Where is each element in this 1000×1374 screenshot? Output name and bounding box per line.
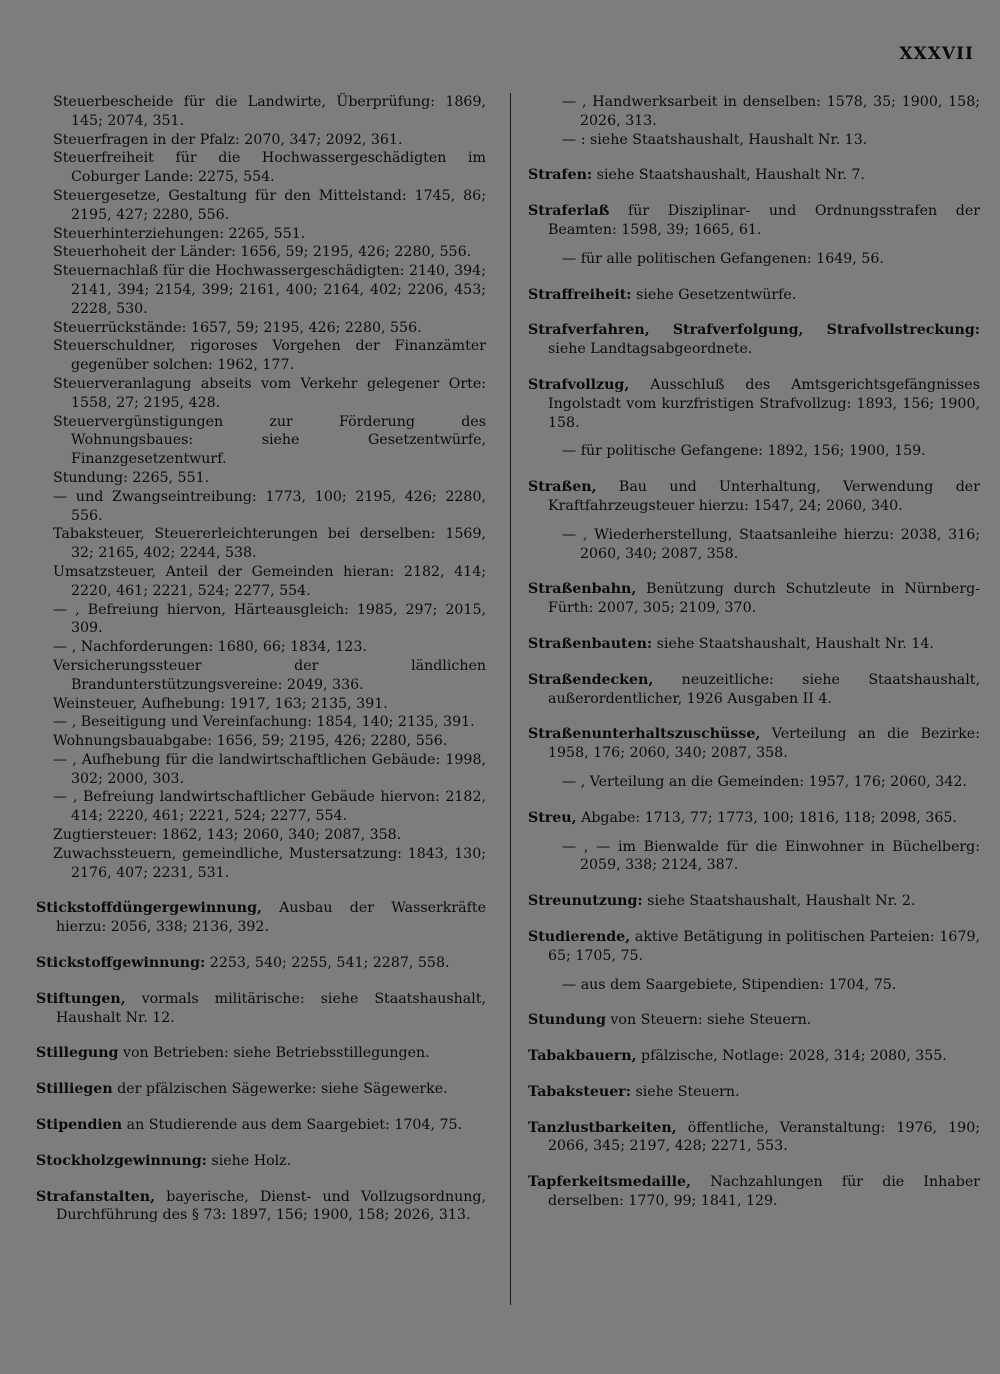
- entry-text: Ausbau der Wasserkräfte hierzu: 2056, 338; 2136, 392.: [56, 900, 486, 936]
- entry-text: siehe Staatshaushalt, Haushalt Nr. 14.: [652, 635, 934, 652]
- entry-text: von Steuern: siehe Steuern.: [605, 1012, 812, 1029]
- index-entry: [36, 375, 486, 413]
- index-entry: [528, 93, 980, 131]
- entry-text: — , Wiederherstellung, Staatsanleihe hierzu: 2038, 316; 2060, 340; 2087, 358.: [562, 526, 980, 562]
- entry-text: pfälzische, Notlage: 2028, 314; 2080, 355.: [636, 1048, 947, 1065]
- entry-text: Steuerschuldner, rigoroses Vorgehen der Finanzämter gegenüber solchen: 1962, 177.: [53, 338, 486, 374]
- entry-text: — , Befreiung landwirtschaftlicher Gebäude hiervon: 2182, 414; 2220, 461; 2221, 524; 2277, 554.: [53, 789, 486, 825]
- index-entry: [36, 93, 486, 131]
- entry-keyword: Tapferkeitsmedaille,: [528, 1174, 691, 1191]
- entry-text: — : siehe Staatshaushalt, Haushalt Nr. 13.: [562, 131, 868, 148]
- entry-text: Abgabe: 1713, 77; 1773, 100; 1816, 118; 2098, 365.: [576, 809, 957, 826]
- entry-keyword: Straßen,: [528, 479, 597, 496]
- entry-text: — , Aufhebung für die landwirtschaftlichen Gebäude: 1998, 302; 2000, 303.: [53, 751, 486, 787]
- index-entry: [36, 954, 486, 973]
- entry-text: Steuerbescheide für die Landwirte, Überprüfung: 1869, 145; 2074, 351.: [53, 94, 486, 129]
- entry-keyword: Streunutzung:: [528, 893, 643, 910]
- entry-keyword: Stipendien: [36, 1117, 123, 1134]
- index-entry: [528, 671, 980, 709]
- index-entry: [528, 1047, 980, 1066]
- entry-text: Steuergesetze, Gestaltung für den Mittelstand: 1745, 86; 2195, 427; 2280, 556.: [53, 187, 486, 223]
- entry-text: siehe Steuern.: [630, 1083, 740, 1100]
- page-number: XXXVII: [899, 44, 974, 64]
- entry-keyword: Straffreiheit:: [528, 286, 632, 303]
- index-entry: [36, 751, 486, 789]
- index-entry: [36, 469, 486, 488]
- index-entry: [36, 149, 486, 187]
- index-entry: [528, 1083, 980, 1102]
- entry-text: Zuwachssteuern, gemeindliche, Mustersatzung: 1843, 130; 2176, 407; 2231, 531.: [53, 845, 486, 881]
- entry-text: vormals militärische: siehe Staatshaushalt, Haushalt Nr. 12.: [56, 990, 486, 1026]
- entry-keyword: Stundung: [528, 1012, 606, 1029]
- entry-text: Verteilung an die Bezirke: 1958, 176; 2060, 340; 2087, 358.: [548, 726, 980, 762]
- index-entry: [528, 809, 980, 828]
- entry-keyword: Streu,: [528, 809, 577, 826]
- entry-text: — , Befreiung hiervon, Härteausgleich: 1985, 297; 2015, 309.: [53, 601, 486, 637]
- entry-text: — , Verteilung an die Gemeinden: 1957, 176; 2060, 342.: [562, 773, 967, 790]
- entry-text: Ausschluß des Amtsgerichtsgefängnisses Ingolstadt vom kurzfristigen Strafvollzug: 1893, 156; 1900, 158.: [548, 376, 980, 431]
- entry-text: Weinsteuer, Aufhebung: 1917, 163; 2135, 391.: [53, 695, 388, 712]
- index-entry: [36, 1152, 486, 1171]
- entry-text: Steuerfreiheit für die Hochwassergeschädigten im Coburger Lande: 2275, 554.: [53, 150, 486, 186]
- index-entry: [528, 478, 980, 516]
- entry-text: siehe Gesetzentwürfe.: [631, 286, 797, 303]
- index-entry: [528, 526, 980, 564]
- entry-text: Steuerhoheit der Länder: 1656, 59; 2195, 426; 2280, 556.: [53, 244, 472, 261]
- index-entry: [36, 262, 486, 318]
- entry-text: Bau und Unterhaltung, Verwendung der Kraftfahrzeugsteuer hierzu: 1547, 24; 2060, 340.: [548, 479, 980, 514]
- entry-text: bayerische, Dienst- und Vollzugsordnung, Durchführung des § 73: 1897, 156; 1900, 158; 2026, 313.: [56, 1188, 486, 1224]
- index-entry: [528, 976, 980, 995]
- index-entry: [36, 601, 486, 639]
- entry-text: öffentliche, Veranstaltung: 1976, 190; 2066, 345; 2197, 428; 2271, 553.: [548, 1119, 980, 1155]
- index-entry: [528, 1119, 980, 1157]
- index-entry: [528, 131, 980, 150]
- entry-text: Steuernachlaß für die Hochwassergeschädigten: 2140, 394; 2141, 394; 2154, 399; 2161, 400; 2164, 402; 2206, 453; 2228, 530.: [53, 263, 486, 317]
- entry-keyword: Stickstoffdüngergewinnung,: [36, 900, 262, 917]
- entry-keyword: Straßenbauten:: [528, 635, 653, 652]
- entry-text: Versicherungssteuer der ländlichen Brandunterstützungsvereine: 2049, 336.: [53, 657, 486, 693]
- index-entry: [528, 202, 980, 240]
- entry-text: siehe Landtagsabgeordnete.: [548, 341, 753, 358]
- index-entry: [36, 990, 486, 1028]
- index-entry: [528, 321, 980, 359]
- entry-keyword: Straßenbahn,: [528, 581, 637, 598]
- index-entry: [528, 442, 980, 461]
- entry-text: Tabaksteuer, Steuererleichterungen bei derselben: 1569, 32; 2165, 402; 2244, 538.: [53, 526, 486, 562]
- index-entry: [528, 1173, 980, 1211]
- entry-keyword: Straferlaß: [528, 203, 610, 220]
- index-entry: [36, 1044, 486, 1063]
- entry-keyword: Strafverfahren, Strafverfolgung, Strafvollstreckung:: [528, 322, 980, 339]
- index-entry: [36, 563, 486, 601]
- index-entry: [528, 635, 980, 654]
- entry-text: — aus dem Saargebiete, Stipendien: 1704, 75.: [562, 976, 897, 993]
- entry-text: Umsatzsteuer, Anteil der Gemeinden hieran: 2182, 414; 2220, 461; 2221, 524; 2277, 554.: [53, 563, 486, 599]
- index-entry: [36, 337, 486, 375]
- index-entry: [528, 838, 980, 876]
- entry-text: an Studierende aus dem Saargebiet: 1704, 75.: [122, 1117, 463, 1134]
- entry-text: Steuervergünstigungen zur Förderung des Wohnungsbaues: siehe Gesetzentwürfe, Finanzgesetzentwurf.: [53, 413, 486, 468]
- index-column-right: [528, 93, 980, 1211]
- entry-keyword: Strafanstalten,: [36, 1188, 156, 1205]
- entry-text: Nachzahlungen für die Inhaber derselben: 1770, 99; 1841, 129.: [548, 1174, 980, 1210]
- entry-text: — , Nachforderungen: 1680, 66; 1834, 123.: [53, 639, 367, 656]
- entry-text: — für politische Gefangene: 1892, 156; 1900, 159.: [562, 443, 926, 460]
- index-entry: [528, 376, 980, 432]
- entry-keyword: Straßenunterhaltszuschüsse,: [528, 726, 761, 743]
- index-entry: [36, 657, 486, 695]
- entry-text: — , Beseitigung und Vereinfachung: 1854, 140; 2135, 391.: [53, 714, 475, 731]
- index-entry: [36, 732, 486, 751]
- index-entry: [528, 892, 980, 911]
- entry-text: Steuerveranlagung abseits vom Verkehr gelegener Orte: 1558, 27; 2195, 428.: [53, 375, 486, 411]
- entry-text: siehe Staatshaushalt, Haushalt Nr. 2.: [642, 893, 916, 910]
- entry-text: Steuerfragen in der Pfalz: 2070, 347; 2092, 361.: [53, 131, 403, 148]
- entry-keyword: Stockholzgewinnung:: [36, 1152, 207, 1169]
- entry-text: siehe Staatshaushalt, Haushalt Nr. 7.: [592, 167, 865, 184]
- entry-text: Stundung: 2265, 551.: [53, 469, 210, 486]
- index-entry: [528, 1011, 980, 1030]
- index-entry: [36, 319, 486, 338]
- index-entry: [36, 131, 486, 150]
- index-entry: [36, 1080, 486, 1099]
- index-entry: [36, 225, 486, 244]
- entry-text: für Disziplinar- und Ordnungsstrafen der Beamten: 1598, 39; 1665, 61.: [548, 203, 980, 238]
- index-entry: [36, 826, 486, 845]
- entry-text: Zugtiersteuer: 1862, 143; 2060, 340; 2087, 358.: [53, 827, 402, 844]
- entry-text: — für alle politischen Gefangenen: 1649, 56.: [562, 250, 884, 267]
- entry-keyword: Strafvollzug,: [528, 376, 630, 393]
- index-entry: [36, 1116, 486, 1135]
- index-entry: [36, 525, 486, 563]
- entry-keyword: Tabaksteuer:: [528, 1083, 631, 1100]
- entry-text: Steuerhinterziehungen: 2265, 551.: [53, 225, 306, 242]
- index-entry: [528, 250, 980, 269]
- index-entry: [36, 788, 486, 826]
- index-entry: [36, 899, 486, 937]
- index-column-left: [36, 93, 486, 1225]
- index-entry: [36, 1188, 486, 1226]
- entry-keyword: Stillegung: [36, 1045, 119, 1062]
- entry-keyword: Stickstoffgewinnung:: [36, 955, 206, 972]
- index-entry: [528, 928, 980, 966]
- index-entry: [528, 725, 980, 763]
- entry-keyword: Straßendecken,: [528, 671, 654, 688]
- index-entry: [528, 580, 980, 618]
- entry-text: 2253, 540; 2255, 541; 2287, 558.: [205, 955, 450, 972]
- index-entry: [528, 773, 980, 792]
- index-entry: [36, 243, 486, 262]
- entry-text: Wohnungsbauabgabe: 1656, 59; 2195, 426; 2280, 556.: [53, 733, 448, 750]
- column-divider: [510, 93, 511, 1305]
- entry-keyword: Studierende,: [528, 928, 631, 945]
- index-entry: [528, 166, 980, 185]
- index-entry: [36, 638, 486, 657]
- index-entry: [36, 695, 486, 714]
- index-entry: [36, 488, 486, 526]
- index-entry: [36, 713, 486, 732]
- entry-text: von Betrieben: siehe Betriebsstillegungen.: [118, 1045, 430, 1062]
- entry-text: Benützung durch Schutzleute in Nürnberg-Fürth: 2007, 305; 2109, 370.: [548, 581, 980, 617]
- index-entry: [528, 286, 980, 305]
- index-entry: [36, 845, 486, 883]
- entry-keyword: Stiftungen,: [36, 990, 126, 1007]
- entry-keyword: Strafen:: [528, 167, 593, 184]
- index-entry: [36, 187, 486, 225]
- entry-keyword: Stilliegen: [36, 1081, 113, 1098]
- entry-text: neuzeitliche: siehe Staatshaushalt, außerordentlicher, 1926 Ausgaben II 4.: [548, 671, 980, 707]
- entry-text: — und Zwangseintreibung: 1773, 100; 2195, 426; 2280, 556.: [53, 488, 486, 524]
- entry-text: aktive Betätigung in politischen Parteien: 1679, 65; 1705, 75.: [548, 928, 980, 964]
- entry-text: — , Handwerksarbeit in denselben: 1578, 35; 1900, 158; 2026, 313.: [562, 94, 980, 129]
- entry-text: Steuerrückstände: 1657, 59; 2195, 426; 2280, 556.: [53, 319, 422, 336]
- entry-text: — , — im Bienwalde für die Einwohner in Büchelberg: 2059, 338; 2124, 387.: [562, 838, 980, 874]
- entry-keyword: Tanzlustbarkeiten,: [528, 1119, 677, 1136]
- index-entry: [36, 413, 486, 469]
- entry-keyword: Tabakbauern,: [528, 1048, 637, 1065]
- entry-text: siehe Holz.: [206, 1152, 292, 1169]
- entry-text: der pfälzischen Sägewerke: siehe Sägewerke.: [112, 1081, 448, 1098]
